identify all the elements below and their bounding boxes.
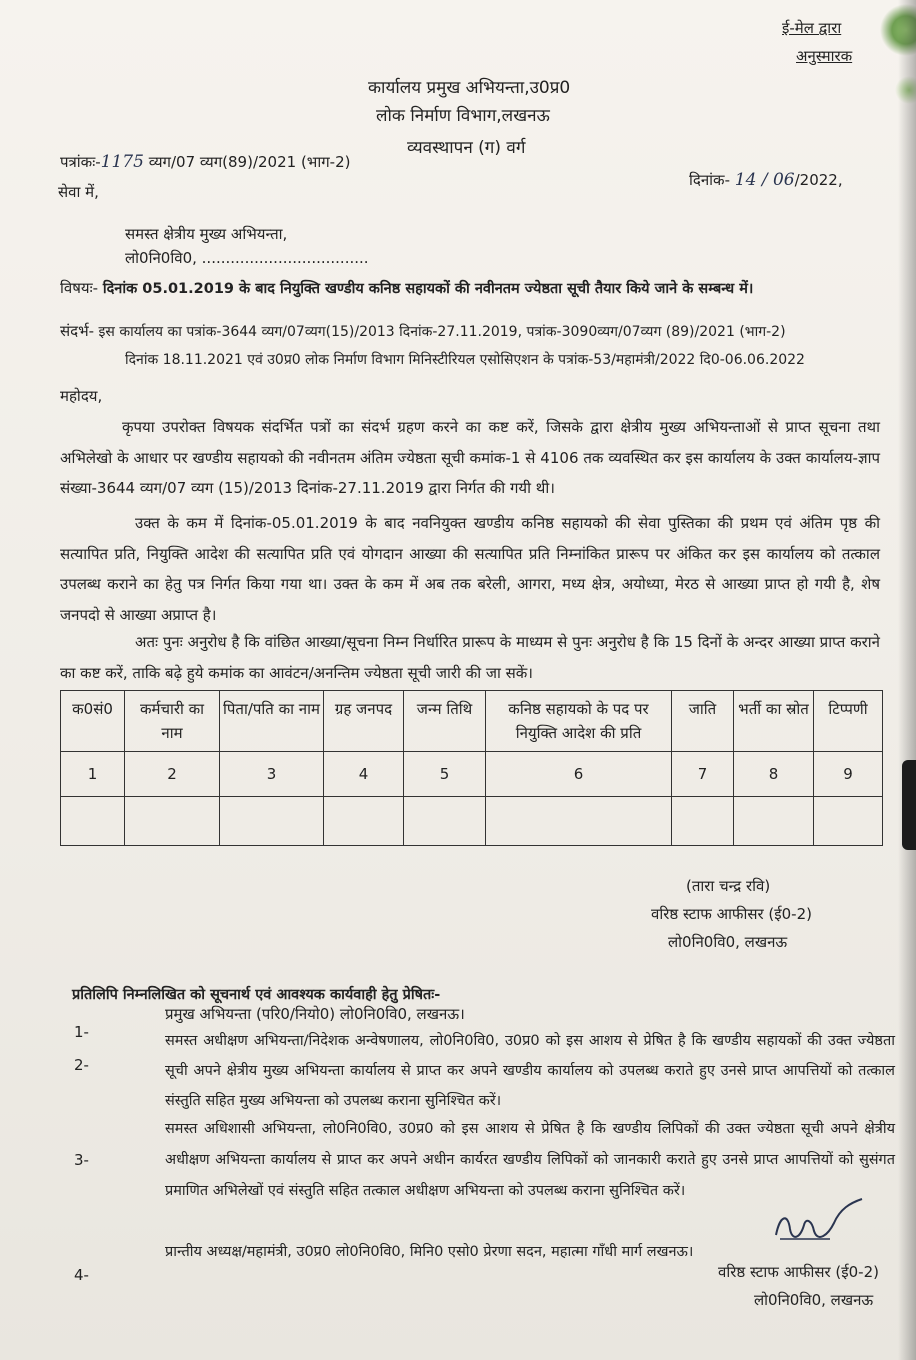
handwritten-signature [770,1195,870,1255]
email-note: ई-मेल द्वारा [782,19,842,37]
table-empty-cell [61,797,125,846]
copy-item-2 [165,1026,895,1116]
signatory-name: (तारा चन्द्र रवि) [686,877,771,895]
salutation: महोदय, [60,387,103,405]
copy-item-number: 2- [74,1056,89,1074]
page-edge-dark-object [902,760,916,850]
table-number-cell: 9 [814,752,883,797]
subject-text: दिनांक 05.01.2019 के बाद नियुक्ति खण्डीय कनिष्ठ सहायकों की नवीनतम ज्येष्ठता सूची तैयार किये जाने के सम्बन्ध में। [102,281,754,297]
table-header-cell: जन्म तिथि [404,691,486,752]
table-empty-cell [324,797,404,846]
department-name: लोक निर्माण विभाग,लखनऊ [376,106,550,126]
table-empty-cell [672,797,734,846]
copy-item-number: 1- [74,1023,89,1041]
date-handwritten: 14 / 06 [734,170,795,190]
signatory2-office: लो0नि0वि0, लखनऊ [754,1291,874,1309]
table-number-cell: 1 [61,752,125,797]
table-header-cell: पिता/पति का नाम [220,691,324,752]
table-header-cell: कर्मचारी का नाम [125,691,220,752]
subject-label: विषयः- [60,279,99,297]
copy-item-text: समस्त अधिशासी अभियन्ता, लो0नि0वि0, उ0प्र0 को इस आशय से प्रेषित है कि खण्डीय लिपिकों की उक्त ज्येष्ठता सूची अपने क्षेत्रीय अधीक्षण अभियन्ता कार्यालय से प्राप्त कर अपने अधीन कार्यरत खण्डीय लिपिकों को जानकारी कराते हुए उनसे प्राप्त आपत्तियों को सुसंगत प्रमाणित अभिलेखों एवं संस्तुति सहित तत्काल अधीक्षण अभियन्ता को उपलब्ध कराना सुनिश्चित करें। [165,1121,895,1199]
address-line-2: लो0नि0वि0, ................................... [125,249,369,267]
table-number-row [61,752,883,797]
signatory2-designation: वरिष्ठ स्टाफ आफीसर (ई0-2) [718,1263,879,1281]
reference-line-2: दिनांक 18.11.2021 एवं उ0प्र0 लोक निर्माण विभाग मिनिस्टीरियल एसोसिएशन के पत्रांक-53/महामंत्री/2022 दि0-06.06.2022 [125,352,805,368]
letter-number-handwritten: 1175 [100,152,144,172]
subject [60,278,753,299]
date-prefix: दिनांक- [689,171,730,189]
table-empty-cell [220,797,324,846]
paragraph-2 [60,508,880,630]
section-name: व्यवस्थापन (ग) वर्ग [407,138,526,158]
copy-intro: प्रतिलिपि निम्नलिखित को सूचनार्थ एवं आवश्यक कार्यवाही हेतु प्रेषितः- [72,987,441,1003]
table-empty-cell [734,797,814,846]
table-number-cell: 7 [672,752,734,797]
paragraph-3 [60,627,880,688]
table-header-cell: जाति [672,691,734,752]
copy-item-number: 4- [74,1266,89,1284]
table-empty-cell [125,797,220,846]
reference-label: संदर्भ- [60,322,95,340]
copy-item-text: समस्त अधीक्षण अभियन्ता/निदेशक अन्वेषणालय, लो0नि0वि0, उ0प्र0 को इस आशय से प्रेषित है कि खण्डीय सहायकों की उक्त ज्येष्ठता सूची अपने क्षेत्रीय मुख्य अभियन्ता कार्यालय से प्राप्त कर अपने खण्डीय कार्यालय को उपलब्ध कराते हुए उनसे प्राप्त आपत्तियों को तत्काल संस्तुति सहित मुख्य अभियन्ता को उपलब्ध कराना सुनिश्चित करें। [165,1033,895,1109]
paragraph-1 [60,412,880,504]
reference-line-1 [60,321,786,342]
table-empty-cell [486,797,672,846]
reminder-note: अनुस्मारक [796,47,853,65]
table-number-cell: 8 [734,752,814,797]
table-number-cell: 6 [486,752,672,797]
table-number-cell: 5 [404,752,486,797]
letter-number-suffix: व्यग/07 व्यग(89)/2021 (भाग-2) [148,153,351,171]
address-to: सेवा में, [58,183,99,201]
office-name: कार्यालय प्रमुख अभियन्ता,उ0प्र0 [368,78,571,98]
address-line-1: समस्त क्षेत्रीय मुख्य अभियन्ता, [125,225,288,243]
signatory-designation: वरिष्ठ स्टाफ आफीसर (ई0-2) [651,905,812,923]
table-header-cell: भर्ती का स्रोत [734,691,814,752]
letter-number-prefix: पत्रांकः- [60,153,101,171]
table-header-cell: टिप्पणी [814,691,883,752]
table-header-row [61,691,883,752]
signatory-office: लो0नि0वि0, लखनऊ [668,933,788,951]
table-header-cell: क0सं0 [61,691,125,752]
paragraph-1-text: कृपया उपरोक्त विषयक संदर्भित पत्रों का संदर्भ ग्रहण करने का कष्ट करें, जिसके द्वारा क्षेत्रीय मुख्य अभियन्ताओं से प्राप्त सूचना तथा अभिलेखो के आधार पर खण्डीय सहायको की नवीनतम अंतिम ज्येष्ठता सूची कमांक-1 से 4106 तक व्यवस्थित कर इस कार्यालय के उक्त कार्यालय-ज्ञाप संख्या-3644 व्यग/07 व्यग (15)/2013 दिनांक-27.11.2019 द्वारा निर्गत की गयी थी। [60,418,880,497]
date-suffix: /2022, [794,171,843,189]
copy-item-3 [165,1114,895,1207]
table-header-cell: ग्रह जनपद [324,691,404,752]
letter-number [60,152,350,172]
table-empty-row [61,797,883,846]
reference-text-1: इस कार्यालय का पत्रांक-3644 व्यग/07व्यग(15)/2013 दिनांक-27.11.2019, पत्रांक-3090व्यग/07व्यग (89)/2021 (भाग-2) [98,324,786,340]
letter-date [689,170,843,190]
paragraph-3-text: अतः पुनः अनुरोध है कि वांछित आख्या/सूचना निम्न निर्धारित प्रारूप के माध्यम से पुनः अनुरोध है कि 15 दिनों के अन्दर आख्या प्राप्त कराने का कष्ट करें, ताकि बढ़े हुये कमांक का आवंटन/अनन्तिम ज्येष्ठता सूची जारी की जा सकें। [60,633,880,682]
table-number-cell: 4 [324,752,404,797]
copy-item-number: 3- [74,1151,89,1169]
table-empty-cell [814,797,883,846]
paragraph-2-text: उक्त के कम में दिनांक-05.01.2019 के बाद नवनियुक्त खण्डीय कनिष्ठ सहायको की सेवा पुस्तिका की प्रथम एवं अंतिम पृष्ठ की सत्यापित प्रति, नियुक्ति आदेश की सत्यापित प्रति एवं योगदान आख्या की सत्यापित प्रति निम्नांकित प्रारूप पर अंकित कर इस कार्यालय को तत्काल उपलब्ध कराने का हेतु पत्र निर्गत किया गया था। उक्त के कम में अब तक बरेली, आगरा, मध्य क्षेत्र, अयोध्या, मेरठ से आख्या प्राप्त हो गयी है, शेष जनपदो से आख्या अप्राप्त है। [60,514,880,624]
copy-item-text: प्रान्तीय अध्यक्ष/महामंत्री, उ0प्र0 लो0नि0वि0, मिनि0 एसो0 प्रेरणा सदन, महात्मा गाँधी मार्ग लखनऊ। [165,1244,694,1260]
format-table [60,690,883,846]
table-empty-cell [404,797,486,846]
page-edge-shadow [898,0,916,1360]
table-number-cell: 2 [125,752,220,797]
copy-item-text: प्रमुख अभियन्ता (परि0/नियो0) लो0नि0वि0, लखनऊ। [165,1005,465,1023]
table-header-cell: कनिष्ठ सहायको के पद पर नियुक्ति आदेश की प्रति [486,691,672,752]
table-number-cell: 3 [220,752,324,797]
